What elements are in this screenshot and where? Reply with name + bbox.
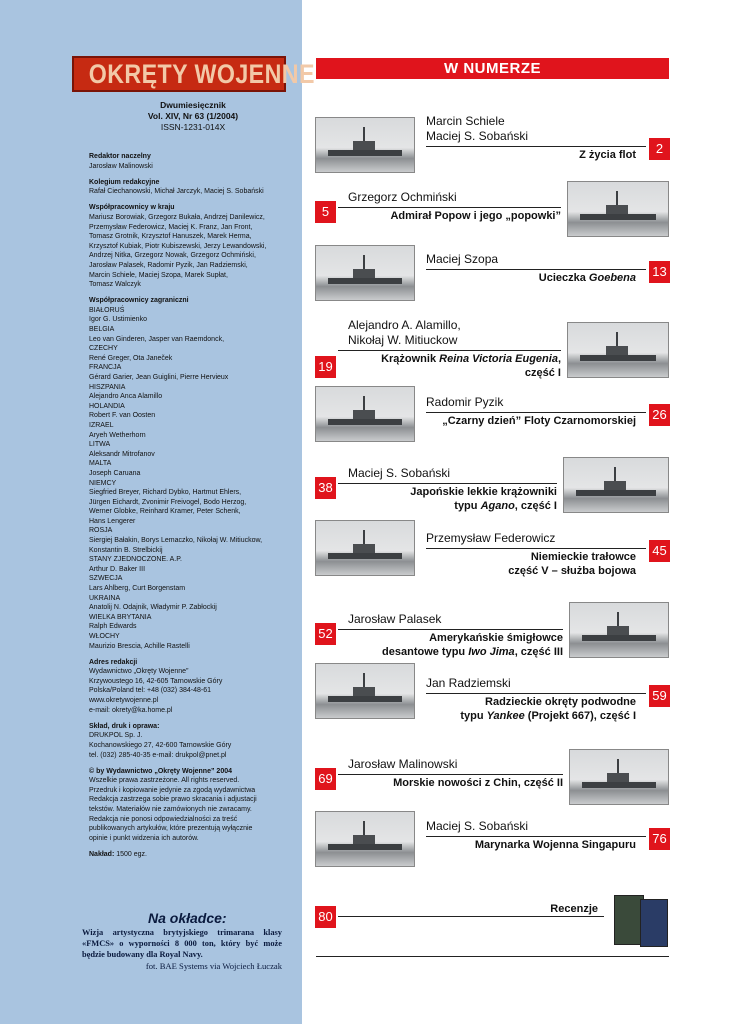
credits-line: Przemysław Federowicz, Maciej K. Franz, Jan Front, (89, 223, 253, 231)
credits-line: CZECHY (89, 345, 118, 353)
credits-line: Hans Lengerer (89, 517, 136, 525)
toc-page-number: 26 (649, 404, 670, 426)
toc-title: Amerykańskie śmigłowce desantowe typu Iwo Jima, część III (382, 632, 563, 658)
credits-line: Maurizio Brescia, Achille Rastelli (89, 642, 190, 650)
ship-photo (315, 520, 415, 576)
credits-line: René Greger, Ota Janeček (89, 354, 173, 362)
toc-page-number: 59 (649, 685, 670, 707)
review-book-covers (614, 893, 670, 949)
cover-description: Wizja artystyczna brytyjskiego trimarana klasy «FMCS» o wyporności 8 000 ton, który być może będzie budowany dla Royal Navy. (82, 928, 282, 959)
credits-heading: Redaktor naczelny (89, 153, 151, 160)
ship-photo (315, 386, 415, 442)
credits-line: Polska/Poland tel: +48 (032) 384-48-61 (89, 687, 211, 695)
credits-line: Kochanowskiego 27, 42-600 Tarnowskie Góry (89, 741, 232, 749)
toc-page-number: 13 (649, 261, 670, 283)
credits-heading: Współpracownicy zagraniczni (89, 297, 189, 305)
credits-line: Tomasz Walczyk (89, 281, 141, 289)
credits-line: NIEMCY (89, 479, 117, 487)
toc-page-number: 5 (315, 201, 336, 223)
credits-line: WŁOCHY (89, 633, 120, 640)
credits-heading: © by Wydawnictwo „Okręty Wojenne” 2004 (89, 767, 232, 775)
credits-line: Andrzej Nitka, Grzegorz Nowak, Grzegorz Ochmiński, (89, 252, 256, 260)
toc-page-number: 80 (315, 906, 336, 928)
credits-heading: Adres redakcji (89, 658, 138, 666)
toc-page-number: 52 (315, 623, 336, 645)
credits-line: Lars Ahlberg, Curt Borgenstam (89, 585, 186, 593)
toc-rule (426, 548, 646, 549)
toc-title: Admirał Popow i jego „popowki” (390, 210, 561, 222)
credits-line: Alejandro Anca Alamillo (89, 393, 163, 401)
circulation (89, 850, 299, 860)
credits-heading: Skład, druk i oprawa: (89, 722, 160, 730)
credits-line: FRANCJA (89, 364, 122, 372)
toc-title: Ucieczka Goebena (538, 272, 636, 284)
toc-author: Maciej S. Sobański (348, 466, 451, 480)
credits-line: Aleksandr Mitrofanov (89, 450, 155, 458)
credits-line: Igor G. Ustimienko (89, 316, 147, 324)
toc-author: Jarosław Palasek (348, 612, 442, 626)
toc-rule (426, 412, 646, 413)
credits-line: HOLANDIA (89, 402, 125, 410)
toc-author: Maciej Szopa (426, 252, 499, 266)
credits-heading: Kolegium redakcyjne (89, 178, 160, 186)
toc-title: Marynarka Wojenna Singapuru (474, 839, 636, 851)
credits-line: Ralph Edwards (89, 623, 137, 631)
credits-line: ROSJA (89, 527, 113, 535)
credits-line: Robert F. van Oosten (89, 412, 156, 420)
toc-rule (338, 629, 563, 630)
toc-author: Jarosław Malinowski (348, 757, 458, 771)
toc-author: Marcin Schiele (426, 114, 505, 128)
toc-title: Krążownik Reina Victoria Eugenia, część I (381, 353, 561, 379)
toc-page-number: 2 (649, 138, 670, 160)
toc-author: Przemysław Federowicz (426, 531, 556, 545)
toc-author: Jan Radziemski (426, 676, 511, 690)
ship-photo (563, 457, 669, 513)
ship-photo (315, 811, 415, 867)
credits-line: Wszelkie prawa zastrzeżone. All rights reserved. (89, 777, 240, 785)
credits-line: STANY ZJEDNOCZONE. A.P. (89, 556, 182, 564)
toc-rule (426, 269, 646, 270)
credits-line: Joseph Caruana (89, 469, 141, 477)
credits-line: DRUKPOL Sp. J. (89, 732, 143, 740)
credits-line: BELGIA (89, 326, 115, 333)
ship-photo (315, 245, 415, 301)
credits-line: publikowanych artykułów, które prezentują wyłącznie (89, 825, 253, 833)
volume-label: Vol. XIV, Nr 63 (1/2004) (147, 111, 239, 121)
credits-line: opinie i punkt widzenia ich autorów. (89, 834, 199, 842)
credits-line: e-mail: okrety@ka.home.pl (89, 706, 173, 714)
toc-rule (426, 146, 646, 147)
toc-page-number: 76 (649, 828, 670, 850)
sidebar-panel (0, 0, 315, 1024)
credits-line: Redakcja zastrzega sobie prawo skracania i adjustacji (89, 796, 257, 804)
toc-rule (338, 916, 604, 917)
credits-line: Arthur D. Baker III (89, 565, 146, 573)
toc-page-number: 19 (315, 356, 336, 378)
credits-line: Wydawnictwo „Okręty Wojenne” (89, 668, 189, 676)
credits-line: Przedruk i kopiowanie jedynie za zgodą wydawnictwa (89, 786, 256, 794)
credits-line: Siegfried Breyer, Richard Dybko, Hartmut Ehlers, (89, 489, 242, 497)
credits-heading: Współpracownicy w kraju (89, 204, 175, 212)
credits-line: tekstów. Materiałów nie zamówionych nie zwracamy. (89, 806, 252, 813)
toc-rule (338, 350, 561, 351)
toc-author: Alejandro A. Alamillo, (348, 318, 461, 332)
credits-line: Jarosław Malinowski (89, 162, 153, 170)
toc-author: Maciej S. Sobański (426, 819, 529, 833)
credits-line: Werner Globke, Reinhard Kramer, Peter Schenk, (89, 508, 241, 516)
toc-title: Z życia flot (579, 149, 636, 161)
credits-line: tel. (032) 285-40-35 e-mail: drukpol@pnet.pl (89, 751, 227, 759)
toc-rule (338, 483, 557, 484)
toc-rule (426, 693, 646, 694)
toc-title: Japońskie lekkie krążowniki typu Agano, część I (410, 486, 557, 512)
credits-line: Leo van Ginderen, Jasper van Raemdonck, (89, 335, 225, 343)
toc-title: Niemieckie trałowce część V – służba bojowa (508, 551, 636, 577)
issn-label: ISSN-1231-014X (160, 122, 226, 132)
credits-line: Aryeh Wetherhorn (89, 431, 146, 439)
credits-line: Krzywoustego 16, 42-605 Tarnowskie Góry (89, 677, 223, 685)
circulation-label: Nakład: (89, 850, 117, 858)
credits-line: UKRAINA (89, 594, 121, 602)
credits-line: Jürgen Eichardt, Zvonimir Freivogel, Bodo Herzog, (89, 498, 247, 506)
toc-author: Nikołaj W. Mitiuckow (348, 333, 458, 347)
credits-line: SZWECJA (89, 575, 123, 583)
frequency-label: Dwumiesięcznik (160, 100, 226, 110)
toc-title: „Czarny dzień” Floty Czarnomorskiej (442, 415, 636, 427)
credits-line: Anatolij N. Odajnik, Władymir P. Zabłockij (89, 604, 217, 612)
ship-photo (567, 322, 669, 378)
credits-line: Redakcja nie ponosi odpowiedzialności za treść (89, 815, 238, 823)
toc-rule (338, 774, 563, 775)
credits-line: Konstantin B. Strelbickij (89, 546, 163, 554)
toc-page-number: 45 (649, 540, 670, 562)
credits-line: Marcin Schiele, Maciej Szopa, Marek Supłat, (89, 271, 228, 279)
credits-line: Tomasz Grotnik, Krzysztof Hanuszek, Marek Herma, (89, 233, 252, 241)
toc-title: Radzieckie okręty podwodne typu Yankee (Projekt 667), część I (460, 696, 636, 722)
credits-line: LITWA (89, 441, 111, 449)
credits-line: Gérard Garier, Jean Guiglini, Pierre Hervieux (89, 373, 229, 381)
ship-photo (315, 663, 415, 719)
credits-line: WIELKA BRYTANIA (89, 613, 152, 621)
toc-rule (338, 207, 561, 208)
toc-author: Grzegorz Ochmiński (348, 190, 457, 204)
ship-photo (569, 602, 669, 658)
toc-author: Radomir Pyzik (426, 395, 504, 409)
ship-photo (569, 749, 669, 805)
editorial-credits (89, 152, 299, 859)
toc-rule (426, 836, 646, 837)
toc-title: Recenzje (550, 903, 598, 915)
credits-line: HISZPANIA (89, 383, 126, 391)
ship-photo (315, 117, 415, 173)
cover-heading: Na okładce: (148, 910, 227, 926)
credits-line: Krzysztof Kubiak, Piotr Kubiszewski, Jerzy Lewandowski, (89, 242, 267, 250)
magazine-logo: OKRĘTY WOJENNE (72, 56, 286, 92)
circulation-value: 1500 egz. (116, 850, 147, 858)
credits-line: IZRAEL (89, 421, 114, 429)
credits-line: Rafał Ciechanowski, Michał Jarczyk, Maciej S. Sobański (89, 188, 264, 196)
credits-line: Siergiej Bałakin, Borys Lemaczko, Nikołaj W. Mitiuckow, (89, 537, 263, 545)
credits-line: MALTA (89, 460, 112, 468)
cover-photo-credit: fot. BAE Systems via Wojciech Łuczak (145, 961, 282, 971)
toc-heading: W NUMERZE (316, 58, 669, 79)
toc-page-number: 38 (315, 477, 336, 499)
credits-line: Mariusz Borowiak, Grzegorz Bukała, Andrzej Danilewicz, (89, 213, 265, 221)
credits-line: BIAŁORUŚ (89, 306, 125, 314)
bottom-divider (316, 956, 669, 957)
toc-page-number: 69 (315, 768, 336, 790)
toc-title: Morskie nowości z Chin, część II (393, 777, 563, 789)
credits-line: www.okretywojenne.pl (89, 697, 159, 705)
toc-author: Maciej S. Sobański (426, 129, 529, 143)
ship-photo (567, 181, 669, 237)
credits-line: Jarosław Palasek, Radomir Pyzik, Jan Radziemski, (89, 261, 248, 269)
